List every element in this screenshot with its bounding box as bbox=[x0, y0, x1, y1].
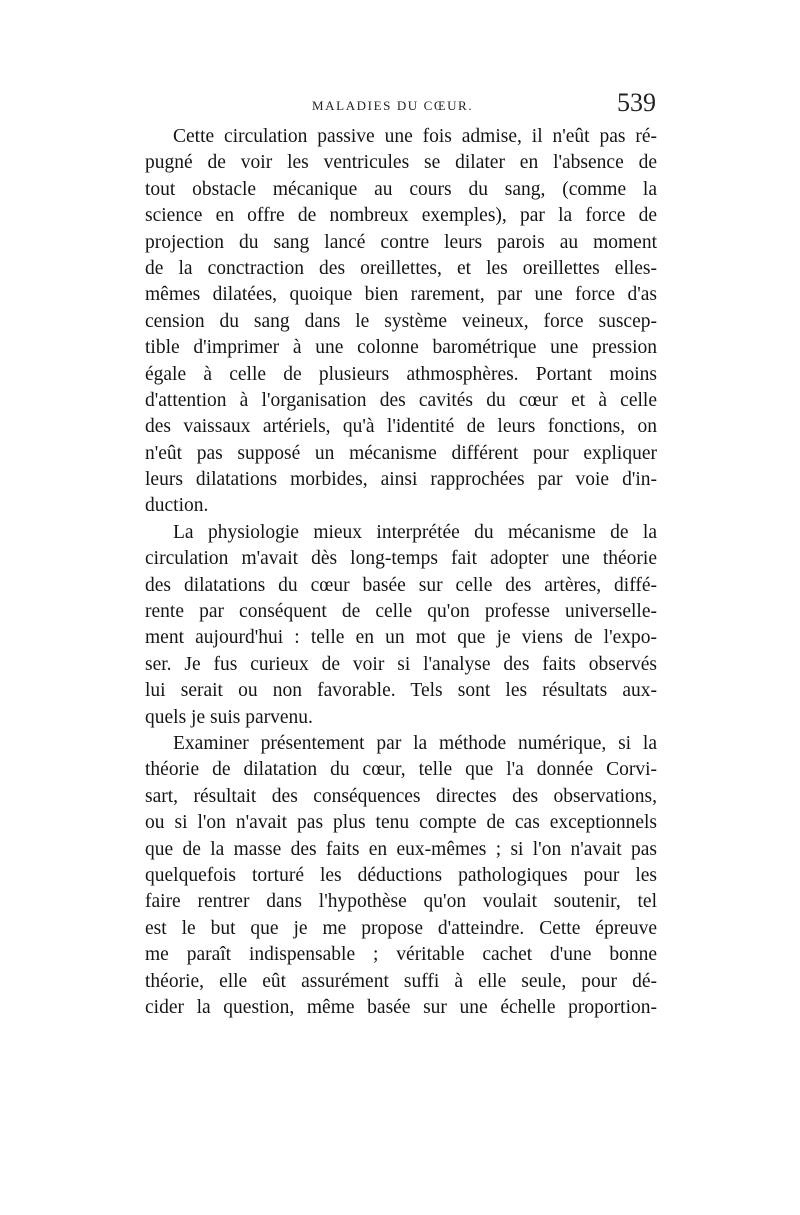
running-head: MALADIES DU CŒUR. bbox=[312, 98, 474, 113]
text-line: des vaissaux artériels, qu'à l'identité de leurs fonctions, on bbox=[145, 416, 657, 438]
text-line: de la conctraction des oreillettes, et les oreillettes elles- bbox=[145, 257, 657, 279]
text-line: d'attention à l'organisation des cavités du cœur et à celle bbox=[145, 389, 657, 411]
text-line: tible d'imprimer à une colonne barométrique une pression bbox=[145, 337, 657, 359]
text-line: quels je suis parvenu. bbox=[145, 706, 313, 728]
text-line: leurs dilatations morbides, ainsi rapprochées par voie d'in- bbox=[145, 469, 657, 491]
text-line: Examiner présentement par la méthode numérique, si la bbox=[173, 732, 657, 754]
text-line: duction. bbox=[145, 495, 209, 517]
text-line: Cette circulation passive une fois admise, il n'eût pas ré- bbox=[173, 126, 657, 147]
text-line: théorie, elle eût assurément suffi à elle seule, pour dé- bbox=[145, 970, 657, 992]
text-line: que de la masse des faits en eux-mêmes ; si l'on n'avait pas bbox=[145, 838, 657, 860]
text-line: science en offre de nombreux exemples), par la force de bbox=[145, 205, 657, 227]
text-line: circulation m'avait dès long-temps fait adopter une théorie bbox=[145, 548, 657, 570]
text-line: lui serait ou non favorable. Tels sont les résultats aux- bbox=[145, 680, 657, 702]
text-line: des dilatations du cœur basée sur celle des artères, diffé- bbox=[145, 574, 657, 596]
text-line: me paraît indispensable ; véritable cachet d'une bonne bbox=[145, 944, 657, 966]
text-line: pugné de voir les ventricules se dilater en l'absence de bbox=[145, 152, 657, 174]
text-line: est le but que je me propose d'atteindre. Cette épreuve bbox=[145, 917, 657, 939]
page-number: 539 bbox=[617, 88, 656, 117]
text-line: théorie de dilatation du cœur, telle que l'a donnée Corvi- bbox=[145, 759, 657, 781]
text-line: ment aujourd'hui : telle en un mot que je viens de l'expo- bbox=[145, 627, 657, 649]
text-line: tout obstacle mécanique au cours du sang, (comme la bbox=[145, 178, 657, 200]
text-line: ser. Je fus curieux de voir si l'analyse des faits observés bbox=[145, 653, 657, 675]
text-line: La physiologie mieux interprétée du mécanisme de la bbox=[173, 521, 657, 543]
text-line: projection du sang lancé contre leurs parois au moment bbox=[145, 231, 657, 253]
text-line: ou si l'on n'avait pas plus tenu compte de cas exceptionnels bbox=[145, 812, 657, 834]
text-line: n'eût pas supposé un mécanisme différent pour expliquer bbox=[145, 442, 657, 464]
text-line: faire rentrer dans l'hypothèse qu'on voulait soutenir, tel bbox=[145, 891, 657, 913]
text-line: mêmes dilatées, quoique bien rarement, par une force d'as bbox=[145, 284, 657, 306]
body-text bbox=[145, 124, 657, 1021]
text-line: sart, résultait des conséquences directes des observations, bbox=[145, 785, 657, 807]
text-line: égale à celle de plusieurs athmosphères. Portant moins bbox=[145, 363, 657, 385]
text-line: rente par conséquent de celle qu'on professe universelle- bbox=[145, 601, 657, 623]
text-line: quelquefois torturé les déductions pathologiques pour les bbox=[145, 864, 657, 886]
page-header bbox=[140, 88, 660, 118]
text-line: cension du sang dans le système veineux, force suscep- bbox=[145, 310, 657, 332]
text-line: cider la question, même basée sur une échelle proportion- bbox=[145, 996, 657, 1018]
